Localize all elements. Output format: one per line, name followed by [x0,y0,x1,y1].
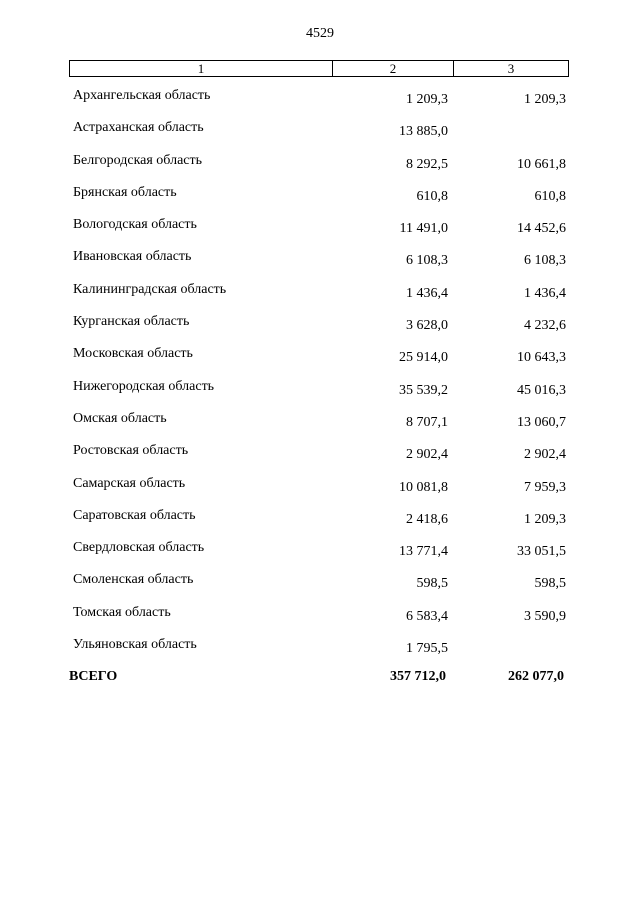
table-row [0,536,640,568]
region-name: Брянская область [73,184,177,200]
value-col-3: 1 436,4 [524,285,566,301]
region-name: Ульяновская область [73,637,197,653]
table-row [0,310,640,342]
total-col-3: 262 077,0 [508,669,564,684]
table-row [0,213,640,245]
table-header [69,60,569,77]
value-col-2: 598,5 [416,576,448,592]
region-name: Смоленская область [73,572,194,588]
total-label: ВСЕГО [69,669,118,684]
value-col-3: 7 959,3 [524,479,566,495]
table-row [0,342,640,374]
region-name: Архангельская область [73,88,211,103]
value-col-3: 3 590,9 [524,608,566,624]
region-name: Томская область [73,604,171,620]
value-col-2: 13 885,0 [399,124,448,140]
table-row [0,375,640,407]
value-col-2: 11 491,0 [399,221,448,237]
table-row [0,245,640,277]
value-col-2: 1 209,3 [406,92,448,107]
table-row [0,633,640,665]
table-header-col-2: 2 [333,61,454,76]
value-col-3: 13 060,7 [517,414,566,430]
table-total-row [0,667,640,689]
value-col-3: 14 452,6 [517,221,566,237]
value-col-2: 2 902,4 [406,447,448,463]
region-name: Вологодская область [73,217,197,233]
table-row [0,504,640,536]
region-name: Нижегородская область [73,378,215,394]
region-name: Курганская область [73,314,190,330]
value-col-2: 610,8 [416,188,448,204]
value-col-2: 8 707,1 [406,414,448,430]
value-col-3: 33 051,5 [517,544,566,560]
value-col-2: 6 108,3 [406,253,448,269]
value-col-3: 1 209,3 [524,92,566,107]
value-col-2: 8 292,5 [406,156,448,172]
region-name: Омская область [73,410,167,426]
region-name: Белгородская область [73,152,203,168]
table-row [0,181,640,213]
table-row [0,149,640,181]
value-col-3: 598,5 [534,576,566,592]
table-row [0,278,640,310]
region-name: Ивановская область [73,249,192,265]
table-row [0,84,640,116]
table-header-col-1: 1 [70,61,333,76]
table-header-col-3: 3 [507,61,515,76]
total-col-2: 357 712,0 [390,669,446,684]
table-body [0,84,640,665]
value-col-3: 10 661,8 [517,156,566,172]
value-col-2: 1 795,5 [406,641,448,657]
table-row [0,439,640,471]
table-row [0,568,640,600]
value-col-3: 1 209,3 [524,511,566,527]
region-name: Московская область [73,346,193,362]
table-row [0,116,640,148]
value-col-3: 4 232,6 [524,318,566,334]
value-col-2: 6 583,4 [406,608,448,624]
value-col-3: 10 643,3 [517,350,566,366]
value-col-2: 35 539,2 [399,382,448,398]
region-name: Саратовская область [73,507,196,523]
value-col-3: 610,8 [534,188,566,204]
table-row [0,601,640,633]
region-name: Ростовская область [73,443,189,459]
value-col-3: 45 016,3 [517,382,566,398]
region-name: Свердловская область [73,540,205,556]
region-name: Астраханская область [73,120,204,136]
value-col-3: 6 108,3 [524,253,566,269]
region-name: Самарская область [73,475,186,491]
value-col-2: 25 914,0 [399,350,448,366]
page-number: 4529 [306,26,334,41]
value-col-3: 2 902,4 [524,447,566,463]
value-col-2: 13 771,4 [399,544,448,560]
value-col-2: 1 436,4 [406,285,448,301]
table-row [0,407,640,439]
table-row [0,472,640,504]
region-name: Калининградская область [73,281,227,297]
value-col-2: 2 418,6 [406,511,448,527]
value-col-2: 10 081,8 [399,479,448,495]
value-col-2: 3 628,0 [406,318,448,334]
